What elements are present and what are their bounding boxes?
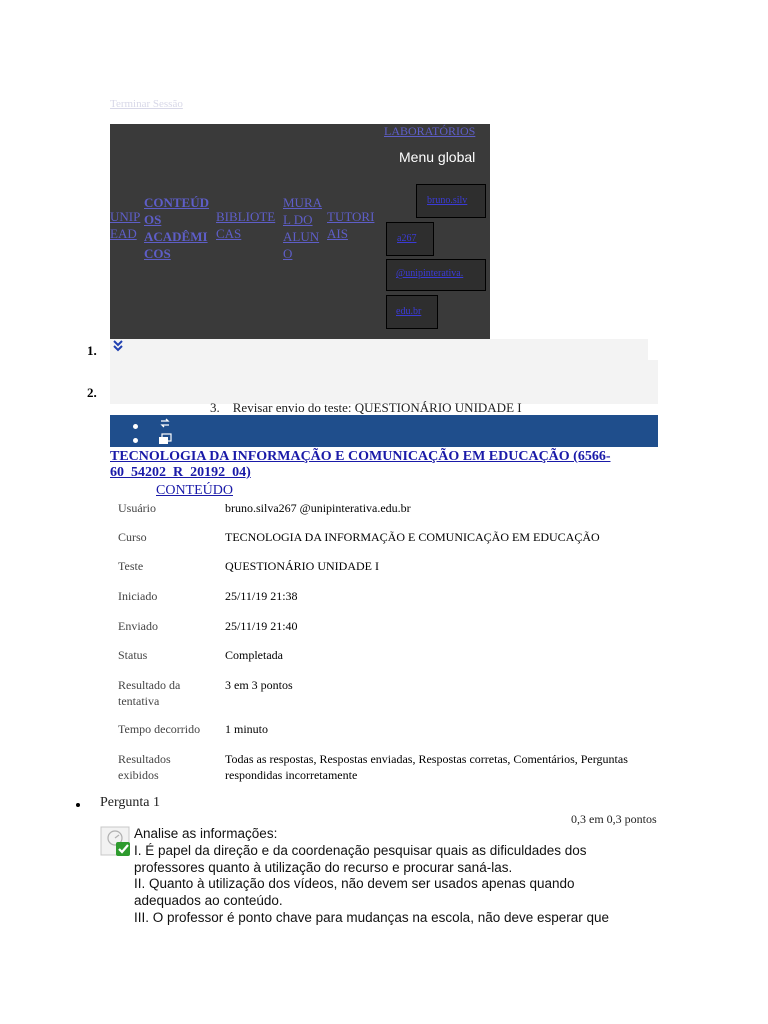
value-iniciado: 25/11/19 21:38	[225, 589, 298, 603]
question-line: I. É papel da direção e da coordenação pesquisar quais as dificuldades dos	[134, 842, 587, 858]
label-usuario: Usuário	[118, 501, 156, 515]
nav-conteudo-line: COS	[144, 246, 171, 261]
list-number-3: 3.	[210, 400, 220, 415]
course-title-line: 60_54202_R_20192_04)	[110, 465, 251, 480]
label-tempo: Tempo decorrido	[118, 722, 201, 736]
user-menu-box[interactable]	[416, 184, 486, 218]
nav-conteudo-line: ACADÊMI	[144, 229, 208, 244]
nav-tutoriais-link[interactable]	[327, 208, 379, 242]
nav-tut-line: TUTORI	[327, 209, 375, 224]
nav-unip-line: EAD	[110, 226, 137, 241]
toolbar	[110, 415, 658, 447]
menu-global-label[interactable]: Menu global	[399, 149, 476, 165]
label-teste: Teste	[118, 559, 144, 573]
toolbar-bullet	[133, 438, 138, 443]
user-name-part: edu.br	[396, 306, 422, 317]
user-menu-box[interactable]	[386, 295, 438, 329]
breadcrumb-current: Revisar envio do teste: QUESTIONÁRIO UNIDADE I	[232, 400, 522, 415]
nav-mural-do-aluno-link[interactable]	[283, 194, 325, 262]
question-line: adequados ao conteúdo.	[134, 893, 283, 909]
question-text	[134, 826, 654, 927]
toolbar-bullet	[133, 424, 138, 429]
window-icon[interactable]	[158, 433, 172, 445]
list-number-2: 2.	[87, 385, 97, 400]
nav-conteudo-line: CONTEÚD	[144, 195, 210, 210]
user-name-part: a267	[397, 233, 417, 244]
course-title-link[interactable]	[110, 449, 655, 481]
checkmark-icon	[100, 826, 132, 858]
double-chevron-down-icon[interactable]	[112, 339, 124, 353]
nav-tut-line: AIS	[327, 226, 348, 241]
nav-unip-line: UNIP	[110, 209, 141, 224]
logout-link[interactable]: Terminar Sessão	[110, 98, 183, 110]
value-status: Completada	[225, 648, 283, 662]
question-points: 0,3 em 0,3 pontos	[571, 812, 657, 826]
user-menu-box[interactable]	[386, 259, 486, 291]
question-title: Pergunta 1	[100, 795, 161, 810]
user-name-part: bruno.silv	[427, 195, 468, 206]
value-resultados-exibidos: Todas as respostas, Respostas enviadas, Respostas corretas, Comentários, Perguntas respondidas incorretamente	[225, 752, 628, 782]
conteudo-link[interactable]: CONTEÚDO	[156, 483, 233, 498]
question-line: II. Quanto à utilização dos vídeos, não devem ser usados apenas quando	[134, 876, 575, 892]
user-name-part: @unipinterativa.	[396, 268, 464, 279]
nav-bib-line: BIBLIOTE	[216, 209, 276, 224]
list-number-1: 1.	[87, 343, 97, 358]
nav-mural-line: MURA	[283, 195, 323, 210]
laboratorios-link[interactable]: LABORATÓRIOS	[384, 124, 476, 138]
nav-conteudo-line: OS	[144, 212, 162, 227]
question-line: professores quanto à utilização do recurso e procurar saná-las.	[134, 859, 513, 875]
nav-bib-line: CAS	[216, 226, 242, 241]
question-line: Analise as informações:	[134, 826, 278, 841]
label-status: Status	[118, 648, 148, 662]
nav-strip-2	[110, 360, 658, 404]
user-menu-box[interactable]	[386, 222, 434, 256]
nav-strip-1	[110, 339, 648, 360]
question-line: III. O professor é ponto chave para mudanças na escola, não deve esperar que	[134, 909, 610, 925]
value-enviado: 25/11/19 21:40	[225, 619, 298, 633]
nav-unip-ead-link[interactable]	[110, 208, 142, 242]
label-enviado: Enviado	[118, 619, 158, 633]
nav-mural-line: O	[283, 246, 293, 261]
nav-bibliotecas-link[interactable]	[216, 208, 280, 242]
course-title-line: TECNOLOGIA DA INFORMAÇÃO E COMUNICAÇÃO EM EDUCAÇÃO (6566-	[110, 449, 611, 464]
nav-mural-line: L DO	[283, 212, 313, 227]
nav-conteudos-academicos-link[interactable]	[144, 194, 214, 262]
value-usuario: bruno.silva267 @unipinterativa.edu.br	[225, 501, 411, 515]
value-tempo: 1 minuto	[225, 722, 269, 736]
label-curso: Curso	[118, 530, 147, 544]
value-teste: QUESTIONÁRIO UNIDADE I	[225, 559, 379, 573]
nav-mural-line: ALUN	[283, 229, 320, 244]
label-resultados-exibidos: Resultados exibidos	[118, 752, 171, 782]
label-iniciado: Iniciado	[118, 589, 158, 603]
value-curso: TECNOLOGIA DA INFORMAÇÃO E COMUNICAÇÃO EM EDUCAÇÃO	[225, 530, 600, 544]
value-resultado: 3 em 3 pontos	[225, 678, 293, 692]
breadcrumb	[210, 400, 522, 416]
question-bullet	[76, 803, 80, 807]
label-resultado: Resultado da tentativa	[118, 678, 181, 708]
refresh-icon[interactable]	[159, 417, 171, 429]
